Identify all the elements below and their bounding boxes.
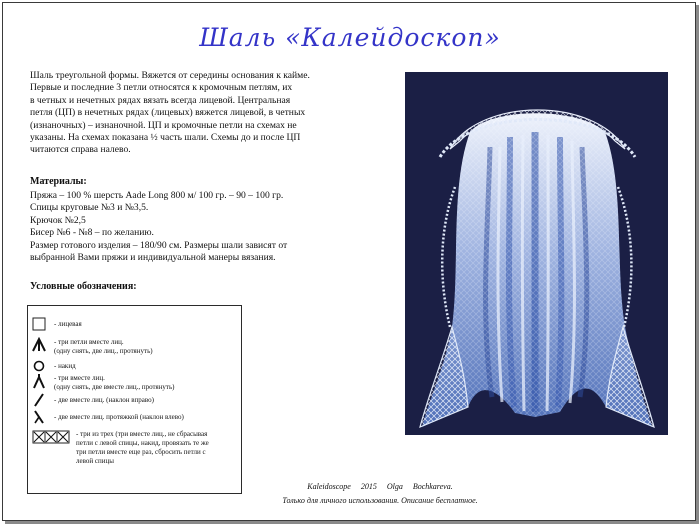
yarn-over-circle-icon [32, 359, 48, 373]
description-line: петля (ЦП) в нечетных рядах (лицевых) вяжется лицевой, в четных [30, 107, 306, 119]
materials-line: Пряжа – 100 % шерсть Aade Long 800 м/ 100 гр. – 90 – 100 гр. [30, 190, 284, 201]
description-line: читаются справа налево. [30, 144, 131, 156]
materials-line: Спицы круговые №3 и №3,5. [30, 202, 149, 214]
materials-list [30, 190, 350, 264]
two-together-right-icon [32, 392, 48, 408]
legend-text: - три петли вместе лиц. [54, 338, 124, 346]
three-from-three-cross-icon [32, 430, 70, 444]
empty-square-icon [32, 317, 48, 331]
legend-text: три петли вместе еще раз, сбросить петли с [76, 448, 206, 456]
three-together-arrow-icon [32, 337, 48, 353]
legend-text: левой спицы [76, 457, 114, 465]
three-together-lambda-icon [32, 374, 48, 390]
materials-line: выбранной Вами пряжи и индивидуальной манеры вязания. [30, 252, 276, 264]
legend-text: (одну снять, две вместе лиц., протянуть) [54, 383, 175, 391]
footer-credit-name: Kaleidoscope [307, 482, 351, 491]
footer-credit [260, 480, 500, 494]
description-line: Первые и последние 3 петли относятся к кромочным петлям, их [30, 82, 293, 94]
description-line: указаны. На схемах показана ½ часть шали. Схемы до и после ЦП [30, 132, 301, 144]
two-together-left-icon [32, 409, 48, 425]
materials-line: Бисер №6 - №8 – по желанию. [30, 227, 154, 239]
legend-box [27, 305, 242, 494]
legend-text: - две вместе лиц. (наклон вправо) [54, 396, 154, 404]
legend-text: - три вместе лиц. [54, 374, 105, 382]
shawl-image [410, 77, 663, 430]
shawl-photo [405, 72, 668, 435]
materials-heading: Материалы: [30, 176, 87, 187]
legend-text: (одну снять, две лиц., протянуть) [54, 347, 153, 355]
materials-line: Размер готового изделия – 180/90 см. Размеры шали зависят от [30, 239, 288, 251]
page-title: Шаль «Калейдоскоп» [199, 23, 501, 52]
legend-text: петли с левой спицы, накид, провязать те же [76, 439, 209, 447]
description-line: в четных и нечетных рядах вязать всегда лицевой. Центральная [30, 94, 291, 106]
footer-credit-year: 2015 [360, 482, 377, 491]
footer-note: Только для личного использования. Описание бесплатное. [282, 496, 478, 505]
materials-line: Крючок №2,5 [30, 214, 86, 226]
legend-heading: Условные обозначения: [30, 281, 137, 292]
description [30, 70, 350, 157]
legend-text: - накид [54, 362, 76, 370]
legend-text: - три из трех (три вместе лиц., не сбрасывая [76, 430, 208, 438]
footer-credit-author: Olga Bochkareva. [386, 482, 453, 491]
description-line: Шаль треугольной формы. Вяжется от середины основания к кайме. [30, 70, 310, 81]
footer [260, 480, 500, 508]
legend-text: - лицевая [54, 320, 82, 328]
legend-text: - две вместе лиц. протяжкой (наклон влево) [54, 413, 184, 421]
description-line: (изнаночных) – изнаночной. ЦП и кромочные петли на схемах не [30, 119, 297, 131]
